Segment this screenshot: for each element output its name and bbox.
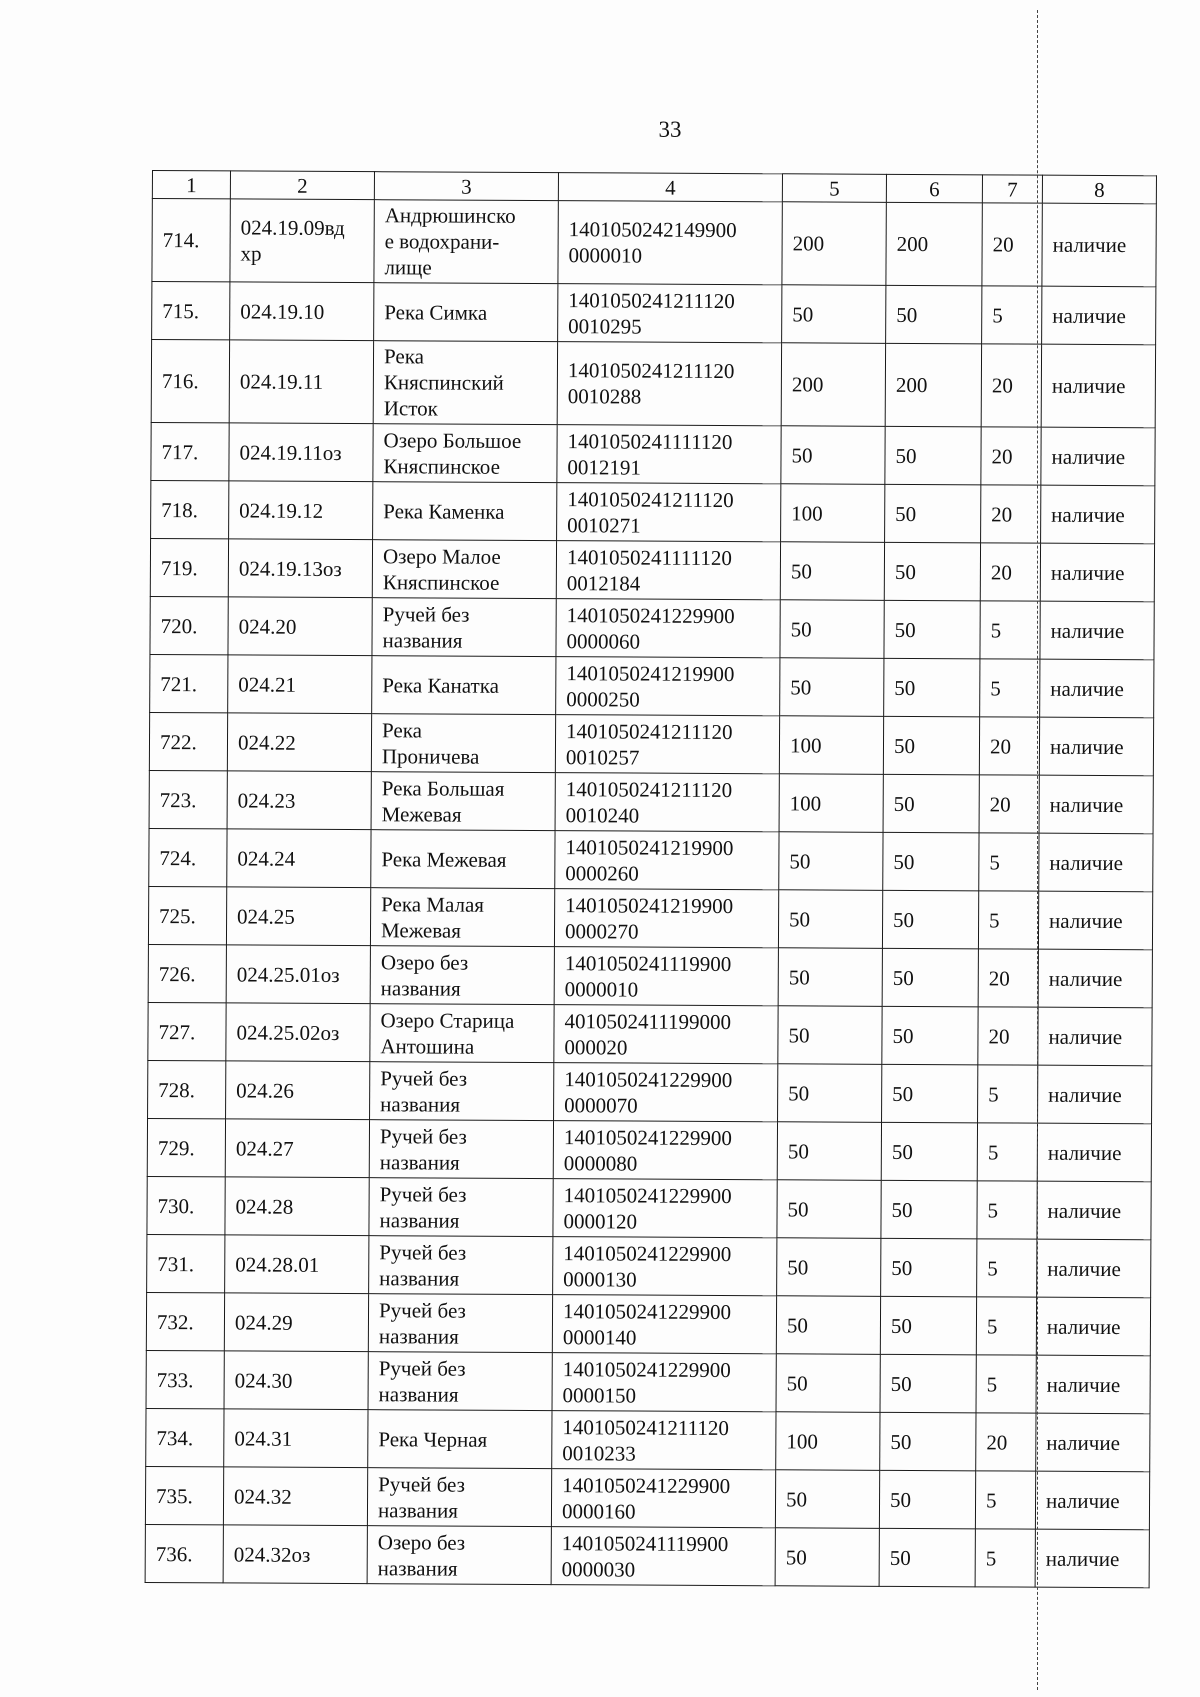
table-body [145, 171, 1156, 1588]
water-body-name: Озеро Большое Княспинское [373, 424, 557, 483]
row-number: 718. [151, 480, 229, 538]
value-col-5: 100 [776, 1412, 880, 1471]
water-code: 024.25 [226, 887, 370, 946]
table-row [152, 282, 1156, 345]
value-col-6: 200 [885, 343, 981, 427]
value-col-6: 50 [881, 1238, 977, 1297]
column-header: 1 [152, 171, 230, 199]
value-col-7: 5 [977, 1181, 1037, 1239]
presence-status: наличие [1042, 286, 1156, 345]
registry-code: 1401050241229900 0000140 [552, 1295, 776, 1354]
value-col-6: 50 [883, 716, 979, 775]
presence-status: наличие [1037, 1181, 1151, 1240]
row-number: 720. [150, 596, 228, 654]
value-col-5: 200 [781, 343, 885, 427]
registry-code: 1401050241229900 0000130 [553, 1237, 777, 1296]
registry-code: 1401050241229900 0000080 [553, 1121, 777, 1180]
value-col-6: 50 [881, 1122, 977, 1181]
table-row [147, 1234, 1151, 1297]
presence-status: наличие [1040, 601, 1154, 660]
value-col-6: 50 [879, 1528, 975, 1587]
water-body-name: Озеро Старица Антошина [370, 1004, 554, 1063]
presence-status: наличие [1039, 775, 1153, 834]
value-col-7: 5 [982, 286, 1042, 344]
presence-status: наличие [1040, 543, 1154, 602]
registry-code: 1401050241111120 0012184 [556, 541, 780, 600]
value-col-5: 50 [778, 1064, 882, 1123]
presence-status: наличие [1042, 203, 1156, 287]
presence-status: наличие [1037, 1123, 1151, 1182]
value-col-5: 50 [777, 1122, 881, 1181]
presence-status: наличие [1041, 485, 1155, 544]
presence-status: наличие [1038, 1065, 1152, 1124]
water-code: 024.20 [228, 597, 372, 656]
value-col-7: 20 [979, 775, 1039, 833]
water-code: 024.19.11оз [229, 423, 373, 482]
presence-status: наличие [1038, 949, 1152, 1008]
registry-code: 1401050241119900 0000010 [554, 947, 778, 1006]
presence-status: наличие [1036, 1297, 1150, 1356]
water-body-name: Озеро без названия [367, 1526, 551, 1585]
row-number: 730. [147, 1176, 225, 1234]
row-number: 717. [151, 422, 229, 480]
value-col-7: 5 [978, 1065, 1038, 1123]
value-col-6: 50 [881, 1180, 977, 1239]
table-row [150, 538, 1154, 601]
row-number: 726. [148, 944, 226, 1002]
water-code: 024.28.01 [225, 1235, 369, 1294]
water-body-name: Ручей без названия [369, 1236, 553, 1295]
value-col-5: 100 [781, 484, 885, 543]
value-col-6: 50 [886, 285, 982, 344]
water-body-name: Ручей без названия [369, 1178, 553, 1237]
table-row [148, 1060, 1152, 1123]
water-body-name: Река Симка [374, 283, 558, 342]
value-col-5: 50 [778, 1006, 882, 1065]
water-code: 024.19.11 [229, 340, 373, 424]
value-col-7: 5 [980, 659, 1040, 717]
value-col-5: 50 [780, 542, 884, 601]
water-body-name: Андрюшинско е водохрани- лище [374, 200, 558, 284]
value-col-5: 50 [778, 890, 882, 949]
water-body-name: Река Проничева [371, 714, 555, 773]
row-number: 723. [149, 770, 227, 828]
water-code: 024.29 [224, 1293, 368, 1352]
table-row [152, 199, 1156, 287]
row-number: 736. [145, 1524, 223, 1582]
water-body-name: Ручей без названия [370, 1062, 554, 1121]
value-col-6: 50 [883, 832, 979, 891]
water-code: 024.19.13оз [228, 539, 372, 598]
registry-code: 1401050241211120 0010240 [555, 773, 779, 832]
column-header: 5 [782, 174, 886, 203]
registry-code: 1401050241219900 0000250 [556, 657, 780, 716]
water-body-name: Река Княспинский Исток [373, 341, 557, 425]
water-code: 024.22 [227, 713, 371, 772]
value-col-5: 50 [780, 658, 884, 717]
registry-code: 1401050241229900 0000150 [552, 1353, 776, 1412]
value-col-6: 50 [885, 426, 981, 485]
table-row [148, 1002, 1152, 1065]
presence-status: наличие [1036, 1355, 1150, 1414]
water-body-name: Озеро Малое Княспинское [372, 540, 556, 599]
value-col-7: 20 [982, 203, 1042, 286]
table-row [145, 1524, 1149, 1587]
table-row [148, 944, 1152, 1007]
registry-code: 1401050241211120 0010257 [555, 715, 779, 774]
water-code: 024.19.10 [230, 282, 374, 341]
registry-code: 1401050241211120 0010233 [552, 1411, 776, 1470]
value-col-5: 50 [775, 1470, 879, 1529]
row-number: 731. [147, 1234, 225, 1292]
registry-code: 1401050241211120 0010271 [557, 483, 781, 542]
row-number: 733. [146, 1350, 224, 1408]
value-col-7: 5 [975, 1471, 1035, 1529]
column-header: 4 [558, 173, 782, 202]
registry-code: 1401050241211120 0010288 [557, 342, 781, 426]
water-code: 024.19.09вд хр [230, 199, 374, 283]
water-code: 024.25.01оз [226, 945, 370, 1004]
value-col-6: 50 [883, 774, 979, 833]
registry-code: 1401050242149900 0000010 [558, 201, 782, 285]
water-body-name: Река Межевая [371, 830, 555, 889]
row-number: 719. [150, 538, 228, 596]
value-col-7: 5 [978, 891, 1038, 949]
value-col-7: 5 [977, 1239, 1037, 1297]
table-row [148, 886, 1152, 949]
value-col-7: 20 [981, 427, 1041, 485]
water-body-name: Река Малая Межевая [370, 888, 554, 947]
value-col-5: 50 [778, 948, 882, 1007]
value-col-7: 20 [978, 1007, 1038, 1065]
scan-margin-line [1037, 10, 1038, 1690]
row-number: 721. [150, 654, 228, 712]
row-number: 722. [149, 712, 227, 770]
water-body-name: Ручей без названия [367, 1468, 551, 1527]
water-code: 024.21 [228, 655, 372, 714]
water-code: 024.27 [225, 1119, 369, 1178]
value-col-6: 50 [882, 1006, 978, 1065]
table-row [149, 712, 1153, 775]
value-col-6: 50 [884, 542, 980, 601]
registry-code: 1401050241229900 0000070 [554, 1063, 778, 1122]
registry-code: 1401050241229900 0000120 [553, 1179, 777, 1238]
presence-status: наличие [1035, 1529, 1149, 1588]
value-col-6: 50 [879, 1470, 975, 1529]
water-code: 024.25.02оз [226, 1003, 370, 1062]
registry-code: 1401050241229900 0000160 [551, 1469, 775, 1528]
water-body-name: Ручей без названия [369, 1120, 553, 1179]
water-body-name: Ручей без названия [368, 1294, 552, 1353]
table-row [149, 828, 1153, 891]
column-header: 3 [374, 172, 558, 201]
water-code: 024.26 [226, 1061, 370, 1120]
water-body-name: Река Канатка [372, 656, 556, 715]
value-col-5: 50 [777, 1180, 881, 1239]
column-header: 8 [1042, 175, 1156, 204]
row-number: 714. [152, 199, 230, 282]
row-number: 724. [149, 828, 227, 886]
value-col-7: 5 [976, 1297, 1036, 1355]
value-col-6: 50 [884, 658, 980, 717]
value-col-6: 50 [880, 1354, 976, 1413]
table-row [146, 1408, 1150, 1471]
presence-status: наличие [1036, 1413, 1150, 1472]
table-row [149, 770, 1153, 833]
row-number: 728. [148, 1060, 226, 1118]
table-row [145, 1466, 1149, 1529]
water-body-name: Река Черная [368, 1410, 552, 1469]
value-col-6: 50 [882, 948, 978, 1007]
row-number: 735. [145, 1466, 223, 1524]
row-number: 727. [148, 1002, 226, 1060]
table-row [151, 422, 1155, 485]
value-col-6: 50 [885, 484, 981, 543]
registry-code: 1401050241229900 0000060 [556, 599, 780, 658]
registry-code: 1401050241111120 0012191 [557, 425, 781, 484]
column-header: 2 [230, 171, 374, 200]
value-col-6: 50 [882, 1064, 978, 1123]
presence-status: наличие [1040, 659, 1154, 718]
water-body-name: Река Каменка [373, 482, 557, 541]
value-col-5: 100 [779, 716, 883, 775]
water-body-name: Озеро без названия [370, 946, 554, 1005]
table-row [151, 340, 1155, 428]
page-number: 33 [658, 117, 682, 142]
table-row [150, 654, 1154, 717]
water-code: 024.32 [223, 1467, 367, 1526]
water-body-name: Река Большая Межевая [371, 772, 555, 831]
value-col-7: 20 [981, 344, 1041, 427]
table-row [147, 1118, 1151, 1181]
value-col-7: 20 [981, 485, 1041, 543]
value-col-7: 20 [980, 543, 1040, 601]
row-number: 725. [148, 886, 226, 944]
registry-code: 1401050241219900 0000270 [554, 889, 778, 948]
water-code: 024.32оз [223, 1525, 367, 1584]
registry-code: 1401050241119900 0000030 [551, 1527, 775, 1586]
value-col-7: 5 [977, 1123, 1037, 1181]
presence-status: наличие [1038, 891, 1152, 950]
water-body-name: Ручей без названия [372, 598, 556, 657]
value-col-7: 5 [975, 1529, 1035, 1587]
water-code: 024.24 [227, 829, 371, 888]
value-col-6: 50 [880, 1412, 976, 1471]
column-header: 7 [982, 175, 1042, 203]
value-col-6: 50 [884, 600, 980, 659]
value-col-7: 20 [978, 949, 1038, 1007]
value-col-7: 5 [979, 833, 1039, 891]
registry-code: 1401050241211120 0010295 [558, 284, 782, 343]
registry-code: 1401050241219900 0000260 [555, 831, 779, 890]
presence-status: наличие [1041, 427, 1155, 486]
value-col-6: 50 [880, 1296, 976, 1355]
presence-status: наличие [1035, 1471, 1149, 1530]
row-number: 732. [146, 1292, 224, 1350]
row-number: 715. [152, 282, 230, 340]
presence-status: наличие [1038, 1007, 1152, 1066]
table-row [146, 1350, 1150, 1413]
table-row [147, 1176, 1151, 1239]
table-row [146, 1292, 1150, 1355]
presence-status: наличие [1041, 344, 1155, 428]
value-col-5: 50 [781, 426, 885, 485]
value-col-5: 200 [782, 202, 886, 286]
water-code: 024.30 [224, 1351, 368, 1410]
row-number: 716. [151, 340, 229, 423]
value-col-6: 200 [886, 202, 982, 286]
value-col-7: 5 [980, 601, 1040, 659]
presence-status: наличие [1039, 833, 1153, 892]
water-body-name: Ручей без названия [368, 1352, 552, 1411]
value-col-7: 5 [976, 1355, 1036, 1413]
value-col-5: 50 [779, 832, 883, 891]
value-col-7: 20 [979, 717, 1039, 775]
document-sheet [145, 170, 1156, 1588]
value-col-5: 50 [780, 600, 884, 659]
water-code: 024.31 [224, 1409, 368, 1468]
table-row [150, 596, 1154, 659]
water-bodies-table [145, 170, 1157, 1588]
value-col-5: 50 [776, 1296, 880, 1355]
value-col-5: 50 [777, 1238, 881, 1297]
row-number: 734. [146, 1408, 224, 1466]
value-col-5: 100 [779, 774, 883, 833]
value-col-5: 50 [775, 1528, 879, 1587]
presence-status: наличие [1037, 1239, 1151, 1298]
water-code: 024.19.12 [229, 481, 373, 540]
water-code: 024.23 [227, 771, 371, 830]
registry-code: 4010502411199000 000020 [554, 1005, 778, 1064]
water-code: 024.28 [225, 1177, 369, 1236]
column-header: 6 [886, 174, 982, 203]
value-col-5: 50 [782, 285, 886, 344]
value-col-7: 20 [976, 1413, 1036, 1471]
presence-status: наличие [1039, 717, 1153, 776]
value-col-5: 50 [776, 1354, 880, 1413]
row-number: 729. [147, 1118, 225, 1176]
table-row [151, 480, 1155, 543]
value-col-6: 50 [882, 890, 978, 949]
